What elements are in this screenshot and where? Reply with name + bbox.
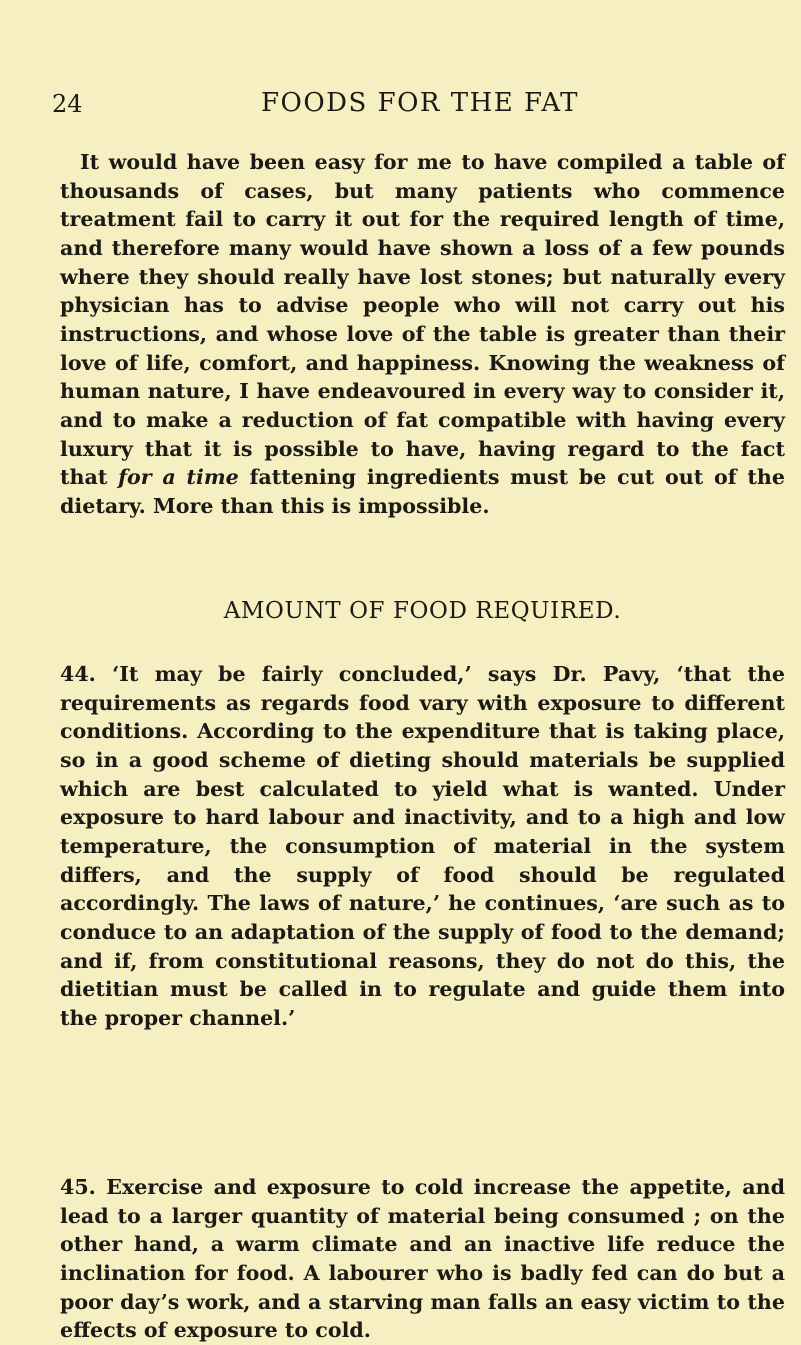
paragraph-45-number: 45. — [60, 1175, 96, 1199]
page-title: FOODS FOR THE FAT — [260, 88, 580, 118]
paragraph-44-text: ‘It may be fairly concluded,’ says Dr. Pavy, ‘that the requirements as regards food vary with exposure to different conditions. According to the expenditure that is taking place, so in a good scheme of dieting should materials be supplied which are best calculated to yield what is wanted. Under exposure to hard labour and inactivity, and to a high and low temperature, the consumption of material in the system differs, and the supply of food should be regulated accordingly. The laws of nature,’ he continues, ‘are such as to conduce to an adaptation of the supply of food to the demand; and if, from constitutional reasons, they do not do this, the dietitian must be called in to regulate and guide them into the proper channel.’ — [60, 662, 785, 1030]
page-number: 24 — [52, 90, 83, 118]
paragraph-44 — [60, 660, 785, 1033]
paragraph-1-text-start: It would have been easy for me to have compiled a table of thousands of cases, but many patients who commence treatment fail to carry it out for the required length of time, and therefore many would have shown a loss of a few pounds where they should really have lost stones; but naturally every physician has to advise people who will not carry out his instructions, and whose love of the table is greater than their love of life, comfort, and happiness. Knowing the weakness of human nature, I have endeavoured in every way to consider it, and to make a reduction of fat compatible with having every luxury that it is possible to have, having regard to the fact that — [60, 150, 785, 490]
paragraph-1 — [60, 148, 785, 521]
running-head — [52, 88, 758, 128]
section-heading: AMOUNT OF FOOD REQUIRED. — [223, 598, 622, 624]
paragraph-44-number: 44. — [60, 662, 96, 686]
paragraph-45 — [60, 1173, 785, 1345]
paragraph-1-italic-phrase: for a time — [118, 465, 239, 490]
paragraph-1-text-end: fattening ingredients must be cut out of the dietary. More than this is impossible. — [60, 465, 785, 518]
paragraph-45-text: Exercise and exposure to cold increase the appetite, and lead to a larger quantity of material being consumed ; on the other hand, a warm climate and an inactive life reduce the inclination for food. A labourer who is badly fed can do but a poor day’s work, and a starving man falls an easy victim to the effects of exposure to cold. — [60, 1175, 786, 1343]
